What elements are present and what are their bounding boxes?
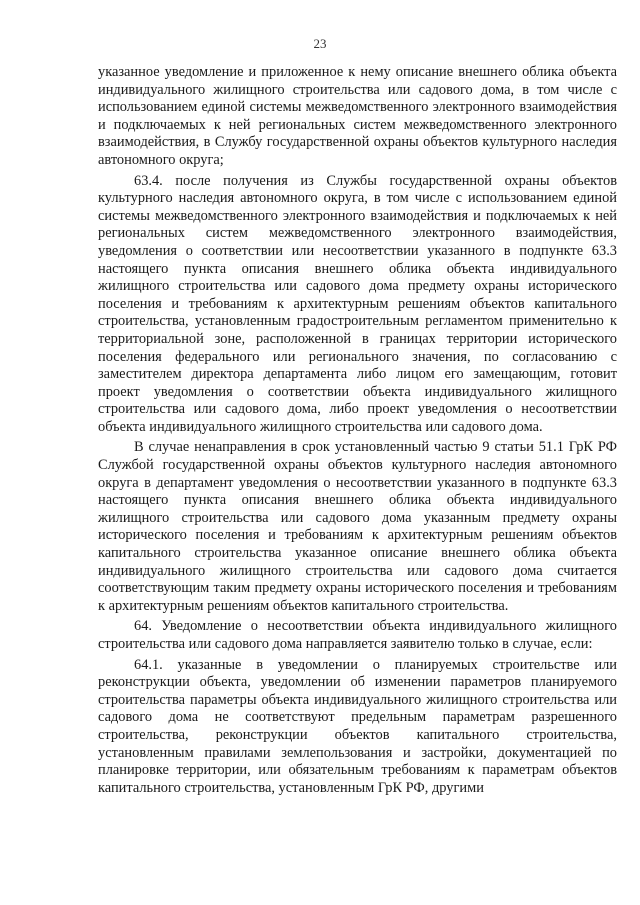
page-number: 23 bbox=[313, 36, 327, 51]
paragraph-non-direction-case: В случае ненаправления в срок установленный частью 9 статьи 51.1 ГрК РФ Службой государственной охраны объектов культурного наследия автономного округа в департамент уведомления о несоответствии указанного в подпункте 63.3 настоящего пункта описания внешнего облика объекта индивидуального жилищного строительства или садового дома указанным предмету охраны исторического поселения и требованиям к архитектурным решениям объектов капитального строительства указанное описание внешнего облика объекта индивидуального жилищного строительства или садового дома считается соответствующим таким предмету охраны исторического поселения и требованиям к архитектурным решениям объектов капитального строительства. bbox=[98, 439, 617, 614]
paragraph-continuation: указанное уведомление и приложенное к нему описание внешнего облика объекта индивидуального жилищного строительства или садового дома, в том числе с использованием единой системы межведомственного электронного взаимодействия и подключаемых к ней региональных систем межведомственного электронного взаимодействия, в Службу государственной охраны объектов культурного наследия автономного округа; bbox=[98, 64, 617, 168]
paragraph-64: 64. Уведомление о несоответствии объекта индивидуального жилищного строительства или садового дома направляется заявителю только в случае, если: bbox=[98, 618, 617, 652]
paragraph-64-1: 64.1. указанные в уведомлении о планируемых строительстве или реконструкции объекта, уведомлении об изменении параметров планируемого строительства параметры объекта индивидуального жилищного строительства или садового дома не соответствуют предельным параметрам разрешенного строительства, реконструкции объектов капитального строительства, установленным правилами землепользования и застройки, документацией по планировке территории, или обязательным требованиям к параметрам объектов капитального строительства, установленным ГрК РФ, другими bbox=[98, 656, 617, 796]
paragraph-63-4: 63.4. после получения из Службы государственной охраны объектов культурного наследия автономного округа, в том числе с использованием единой системы межведомственного электронного взаимодействия и подключаемых к ней региональных систем межведомственного электронного взаимодействия, уведомления о соответствии или несоответствии указанного в подпункте 63.3 настоящего пункта описания внешнего облика объекта индивидуального жилищного строительства или садового дома предмету охраны исторического поселения и требованиям к архитектурным решениям объектов капитального строительства, установленным градостроительным регламентом применительно к территориальной зоне, расположенной в границах территории исторического поселения федерального или регионального значения, по согласованию с заместителем директора департамента либо лицом его замещающим, готовит проект уведомления о соответствии объекта индивидуального жилищного строительства или садового дома, либо проект уведомления о несоответствии объекта индивидуального жилищного строительства или садового дома. bbox=[98, 172, 617, 435]
body-text bbox=[98, 64, 617, 797]
